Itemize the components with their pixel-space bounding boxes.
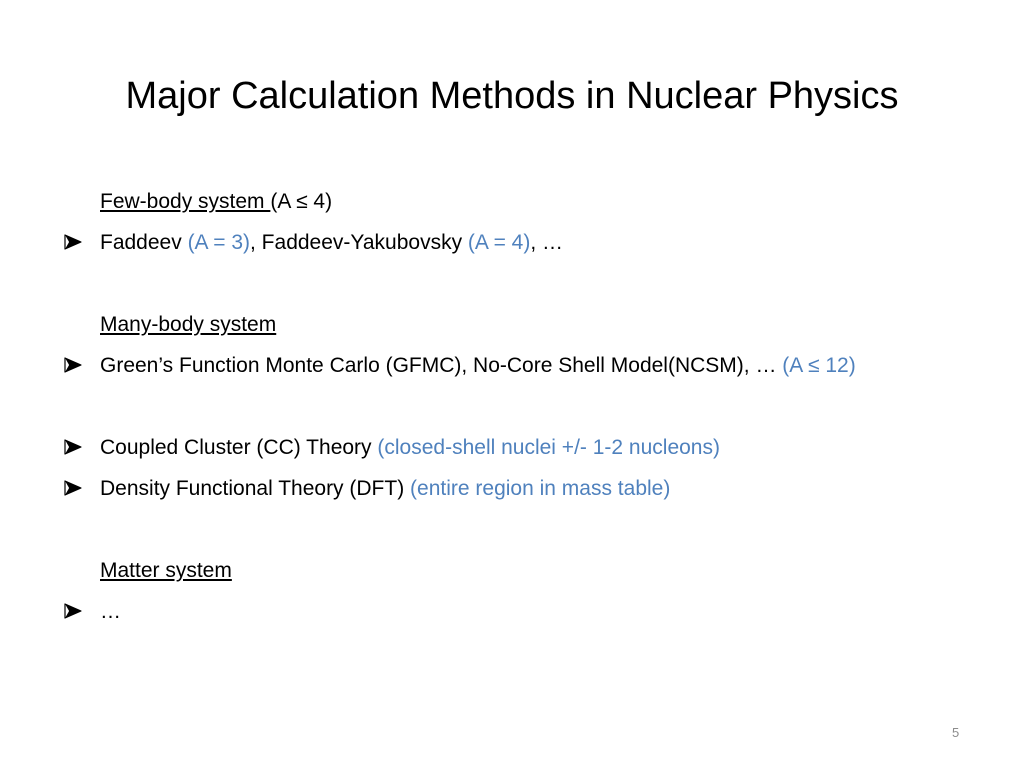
arrow-bullet-icon — [62, 230, 82, 254]
faddeev-text: Faddeev — [100, 231, 188, 254]
many-body-heading — [100, 311, 276, 339]
list-item-faddeev — [100, 229, 563, 257]
few-body-heading-label: Few-body system — [100, 190, 271, 213]
arrow-bullet-icon — [62, 599, 82, 623]
list-item-dft — [100, 475, 670, 503]
list-item-gfmc — [100, 352, 856, 380]
dft-text: Density Functional Theory (DFT) — [100, 477, 411, 500]
gfmc-note: (A ≤ 12) — [782, 354, 856, 377]
matter-item-text: … — [100, 600, 121, 623]
faddeev-note: (A = 3) — [187, 231, 251, 254]
dft-note: (entire region in mass table) — [410, 477, 671, 500]
list-item-matter — [100, 598, 121, 626]
faddeev-ellipsis: , … — [530, 231, 564, 254]
slide-title: Major Calculation Methods in Nuclear Physics — [125, 75, 899, 117]
arrow-bullet-icon — [62, 353, 82, 377]
arrow-bullet-icon — [62, 476, 82, 500]
matter-heading-label: Matter system — [100, 559, 232, 582]
matter-heading — [100, 557, 232, 585]
many-body-heading-label: Many-body system — [100, 313, 277, 336]
few-body-heading — [100, 188, 332, 216]
gfmc-text: Green’s Function Monte Carlo (GFMC), No-Core Shell Model(NCSM), … — [100, 354, 783, 377]
coupled-cluster-text: Coupled Cluster (CC) Theory — [100, 436, 378, 459]
arrow-bullet-icon — [62, 435, 82, 459]
faddeev-yakubovsky-text: , Faddeev-Yakubovsky — [250, 231, 468, 254]
faddeev-yakubovsky-note: (A = 4) — [467, 231, 531, 254]
few-body-qualifier: (A ≤ 4) — [270, 190, 333, 213]
coupled-cluster-note: (closed-shell nuclei +/- 1-2 nucleons) — [377, 436, 720, 459]
list-item-coupled-cluster — [100, 434, 720, 462]
page-number: 5 — [952, 725, 960, 740]
